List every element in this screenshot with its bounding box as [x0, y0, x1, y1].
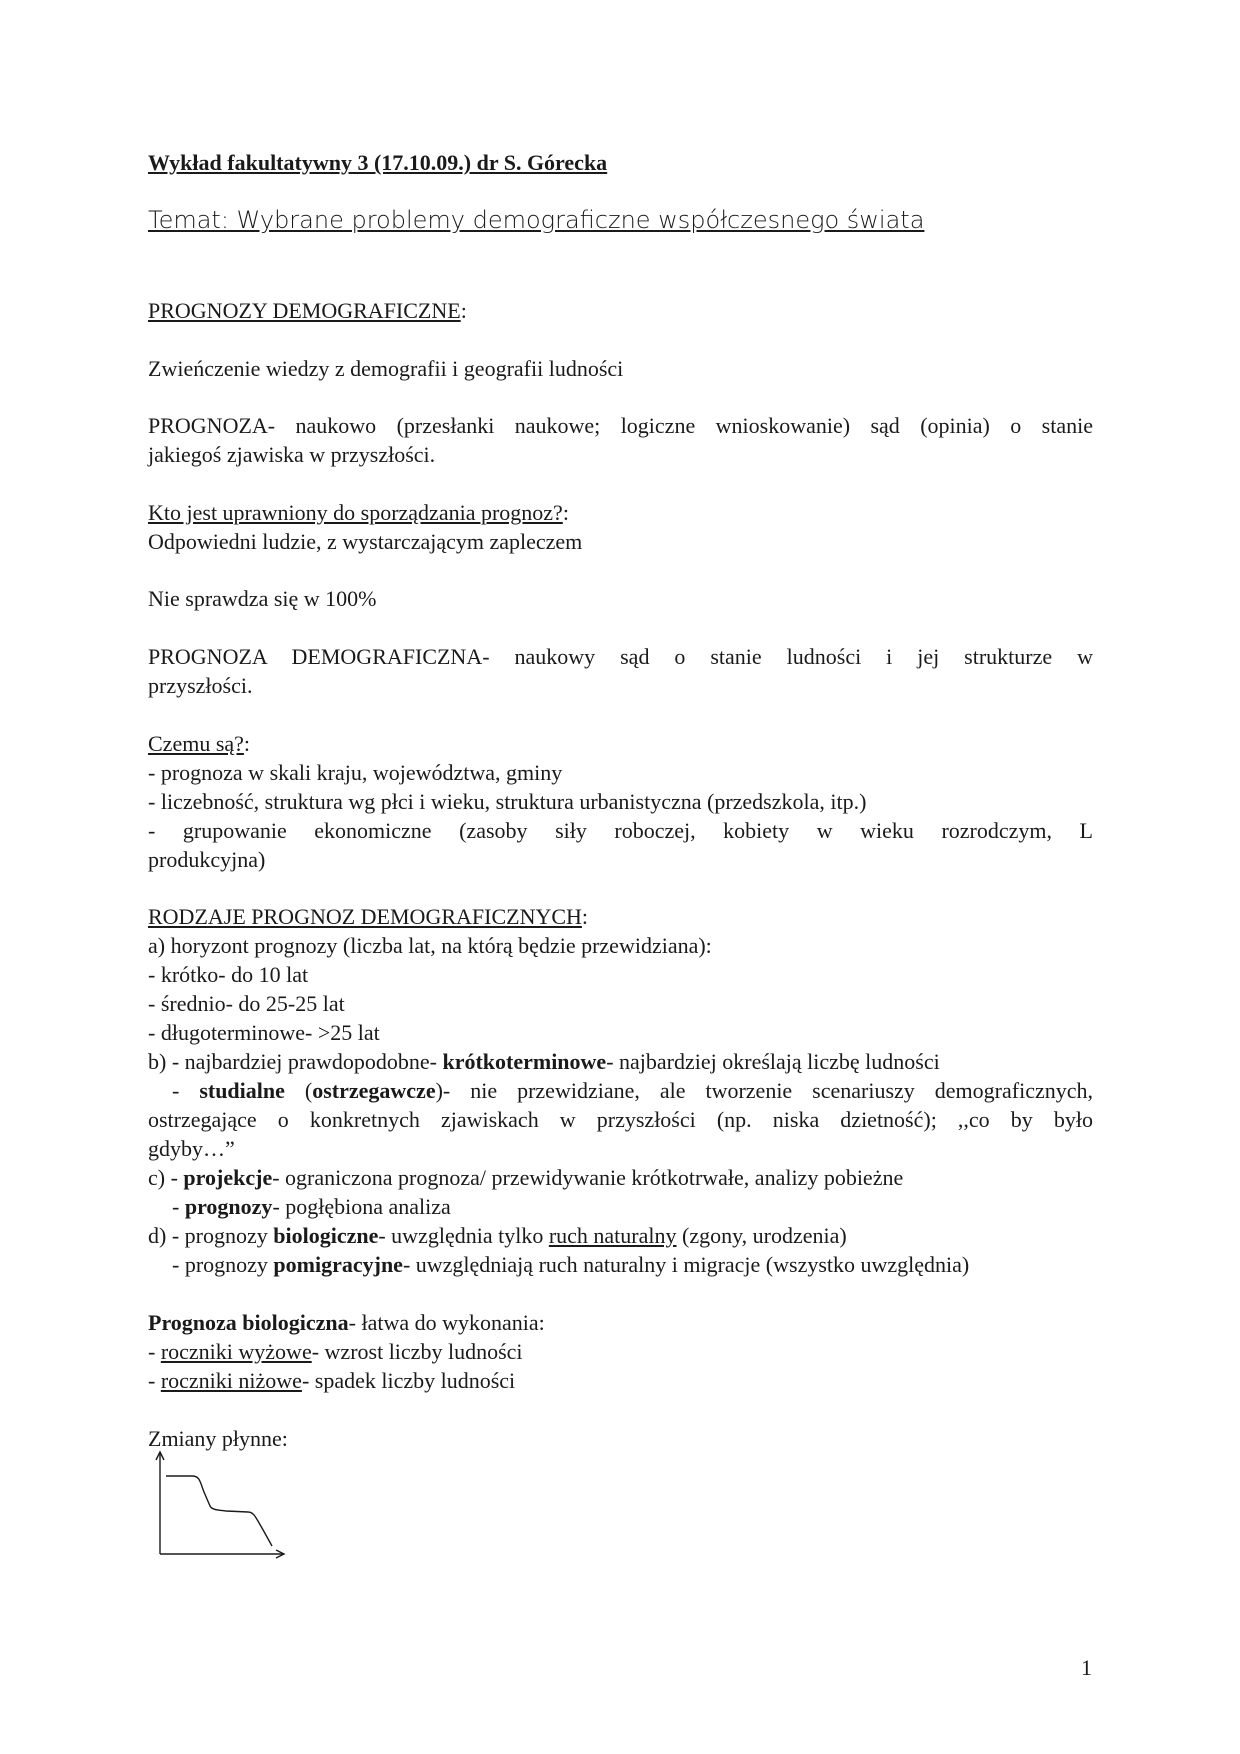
underlined-term: roczniki niżowe: [160, 1368, 302, 1393]
type-d-1: [148, 1221, 847, 1250]
type-c-1: [148, 1163, 903, 1192]
who-question-colon: :: [562, 500, 569, 525]
reliability-note: Nie sprawdza się w 100%: [148, 586, 377, 611]
text: -: [148, 1368, 161, 1393]
biological-forecast: [148, 1308, 545, 1337]
lecture-title: Wykład fakultatywny 3 (17.10.09.) dr S. Górecka: [148, 150, 608, 175]
text: - najbardziej określają liczbę ludności: [606, 1049, 940, 1074]
text: - prognozy: [172, 1252, 274, 1277]
list-item: - liczebność, struktura wg płci i wieku, struktura urbanistyczna (przedszkola, itp.): [148, 789, 867, 814]
text: -: [172, 1194, 185, 1219]
type-b-2-line2: ostrzegające o konkretnych zjawiskach w przyszłości (np. niska dzietność); ,,co by było: [148, 1107, 1093, 1132]
heading-colon: :: [581, 904, 589, 929]
why-question-text: Czemu są?: [148, 731, 244, 756]
list-item: - krótko- do 10 lat: [148, 962, 309, 987]
list-item: - średnio- do 25-25 lat: [148, 991, 345, 1016]
bold-term: Prognoza biologiczna: [148, 1310, 349, 1335]
smooth-changes-label: Zmiany płynne:: [148, 1426, 288, 1451]
lecture-topic: Temat: Wybrane problemy demograficzne współczesnego świata: [148, 206, 925, 234]
text: - uwzględniają ruch naturalny i migracje (wszystko uwzględnia): [402, 1252, 970, 1277]
section-heading-types: [148, 902, 588, 931]
type-d-2: [148, 1250, 969, 1279]
list-item: [148, 1366, 515, 1395]
text: (zgony, urodzenia): [676, 1223, 847, 1248]
trend-line: [166, 1476, 272, 1546]
underlined-term: roczniki wyżowe: [160, 1339, 312, 1364]
text: - ograniczona prognoza/ przewidywanie krótkotrwałe, analizy pobieżne: [272, 1165, 904, 1190]
intro-paragraph: Zwieńczenie wiedzy z demografii i geografii ludności: [148, 356, 624, 381]
bold-term: projekcje: [183, 1165, 273, 1190]
who-question-text: Kto jest uprawniony do sporządzania prognoz?: [148, 500, 563, 525]
definition-forecast-line1: PROGNOZA- naukowo (przesłanki naukowe; logiczne wnioskowanie) sąd (opinia) o stanie: [148, 413, 1093, 438]
type-c-2: [148, 1192, 451, 1221]
bold-term: studialne: [199, 1078, 285, 1103]
bold-term: krótkoterminowe: [442, 1049, 607, 1074]
heading-colon: :: [460, 298, 467, 323]
why-question-colon: :: [243, 731, 251, 756]
who-question: [148, 498, 569, 527]
section-heading-forecasts: [148, 296, 467, 325]
text: - spadek liczby ludności: [301, 1368, 516, 1393]
type-b-2-line3: gdyby…”: [148, 1136, 235, 1161]
type-a: a) horyzont prognozy (liczba lat, na którą będzie przewidziana):: [148, 933, 712, 958]
heading-text: RODZAJE PROGNOZ DEMOGRAFICZNYCH: [148, 904, 582, 929]
text: - łatwa do wykonania:: [348, 1310, 545, 1335]
bold-term: prognozy: [184, 1194, 273, 1219]
page-number: 1: [1081, 1655, 1092, 1680]
underlined-term: ruch naturalny: [548, 1223, 677, 1248]
heading-text: PROGNOZY DEMOGRAFICZNE: [148, 298, 461, 323]
text: - uwzględnia tylko: [378, 1223, 549, 1248]
type-b-1: [148, 1047, 940, 1076]
bold-term: biologiczne: [273, 1223, 379, 1248]
text: -: [172, 1078, 200, 1103]
text: c) -: [148, 1165, 184, 1190]
list-item: - grupowanie ekonomiczne (zasoby siły roboczej, kobiety w wieku rozrodczym, L: [148, 818, 1093, 843]
list-item-continuation: produkcyjna): [148, 847, 266, 872]
why-question: [148, 729, 250, 758]
text: d) - prognozy: [148, 1223, 274, 1248]
who-answer: Odpowiedni ludzie, z wystarczającym zapleczem: [148, 529, 583, 554]
text: - pogłębiona analiza: [272, 1194, 451, 1219]
bold-term: ostrzegawcze: [312, 1078, 436, 1103]
definition-demographic-line1: PROGNOZA DEMOGRAFICZNA- naukowy sąd o stanie ludności i jej strukturze w: [148, 644, 1093, 669]
smooth-changes-sketch: [148, 1448, 288, 1568]
bold-term: pomigracyjne: [273, 1252, 403, 1277]
text: - wzrost liczby ludności: [311, 1339, 523, 1364]
text: )- nie przewidziane, ale tworzenie scenariuszy demograficznych,: [435, 1078, 1093, 1103]
definition-demographic-line2: przyszłości.: [148, 673, 253, 698]
text: -: [148, 1339, 161, 1364]
type-b-2: [148, 1076, 1093, 1105]
list-item: - długoterminowe- >25 lat: [148, 1020, 380, 1045]
text: (: [284, 1078, 313, 1103]
text: b) - najbardziej prawdopodobne-: [148, 1049, 443, 1074]
list-item: [148, 1337, 523, 1366]
definition-forecast-line2: jakiegoś zjawiska w przyszłości.: [148, 442, 436, 467]
list-item: - prognoza w skali kraju, województwa, gminy: [148, 760, 563, 785]
